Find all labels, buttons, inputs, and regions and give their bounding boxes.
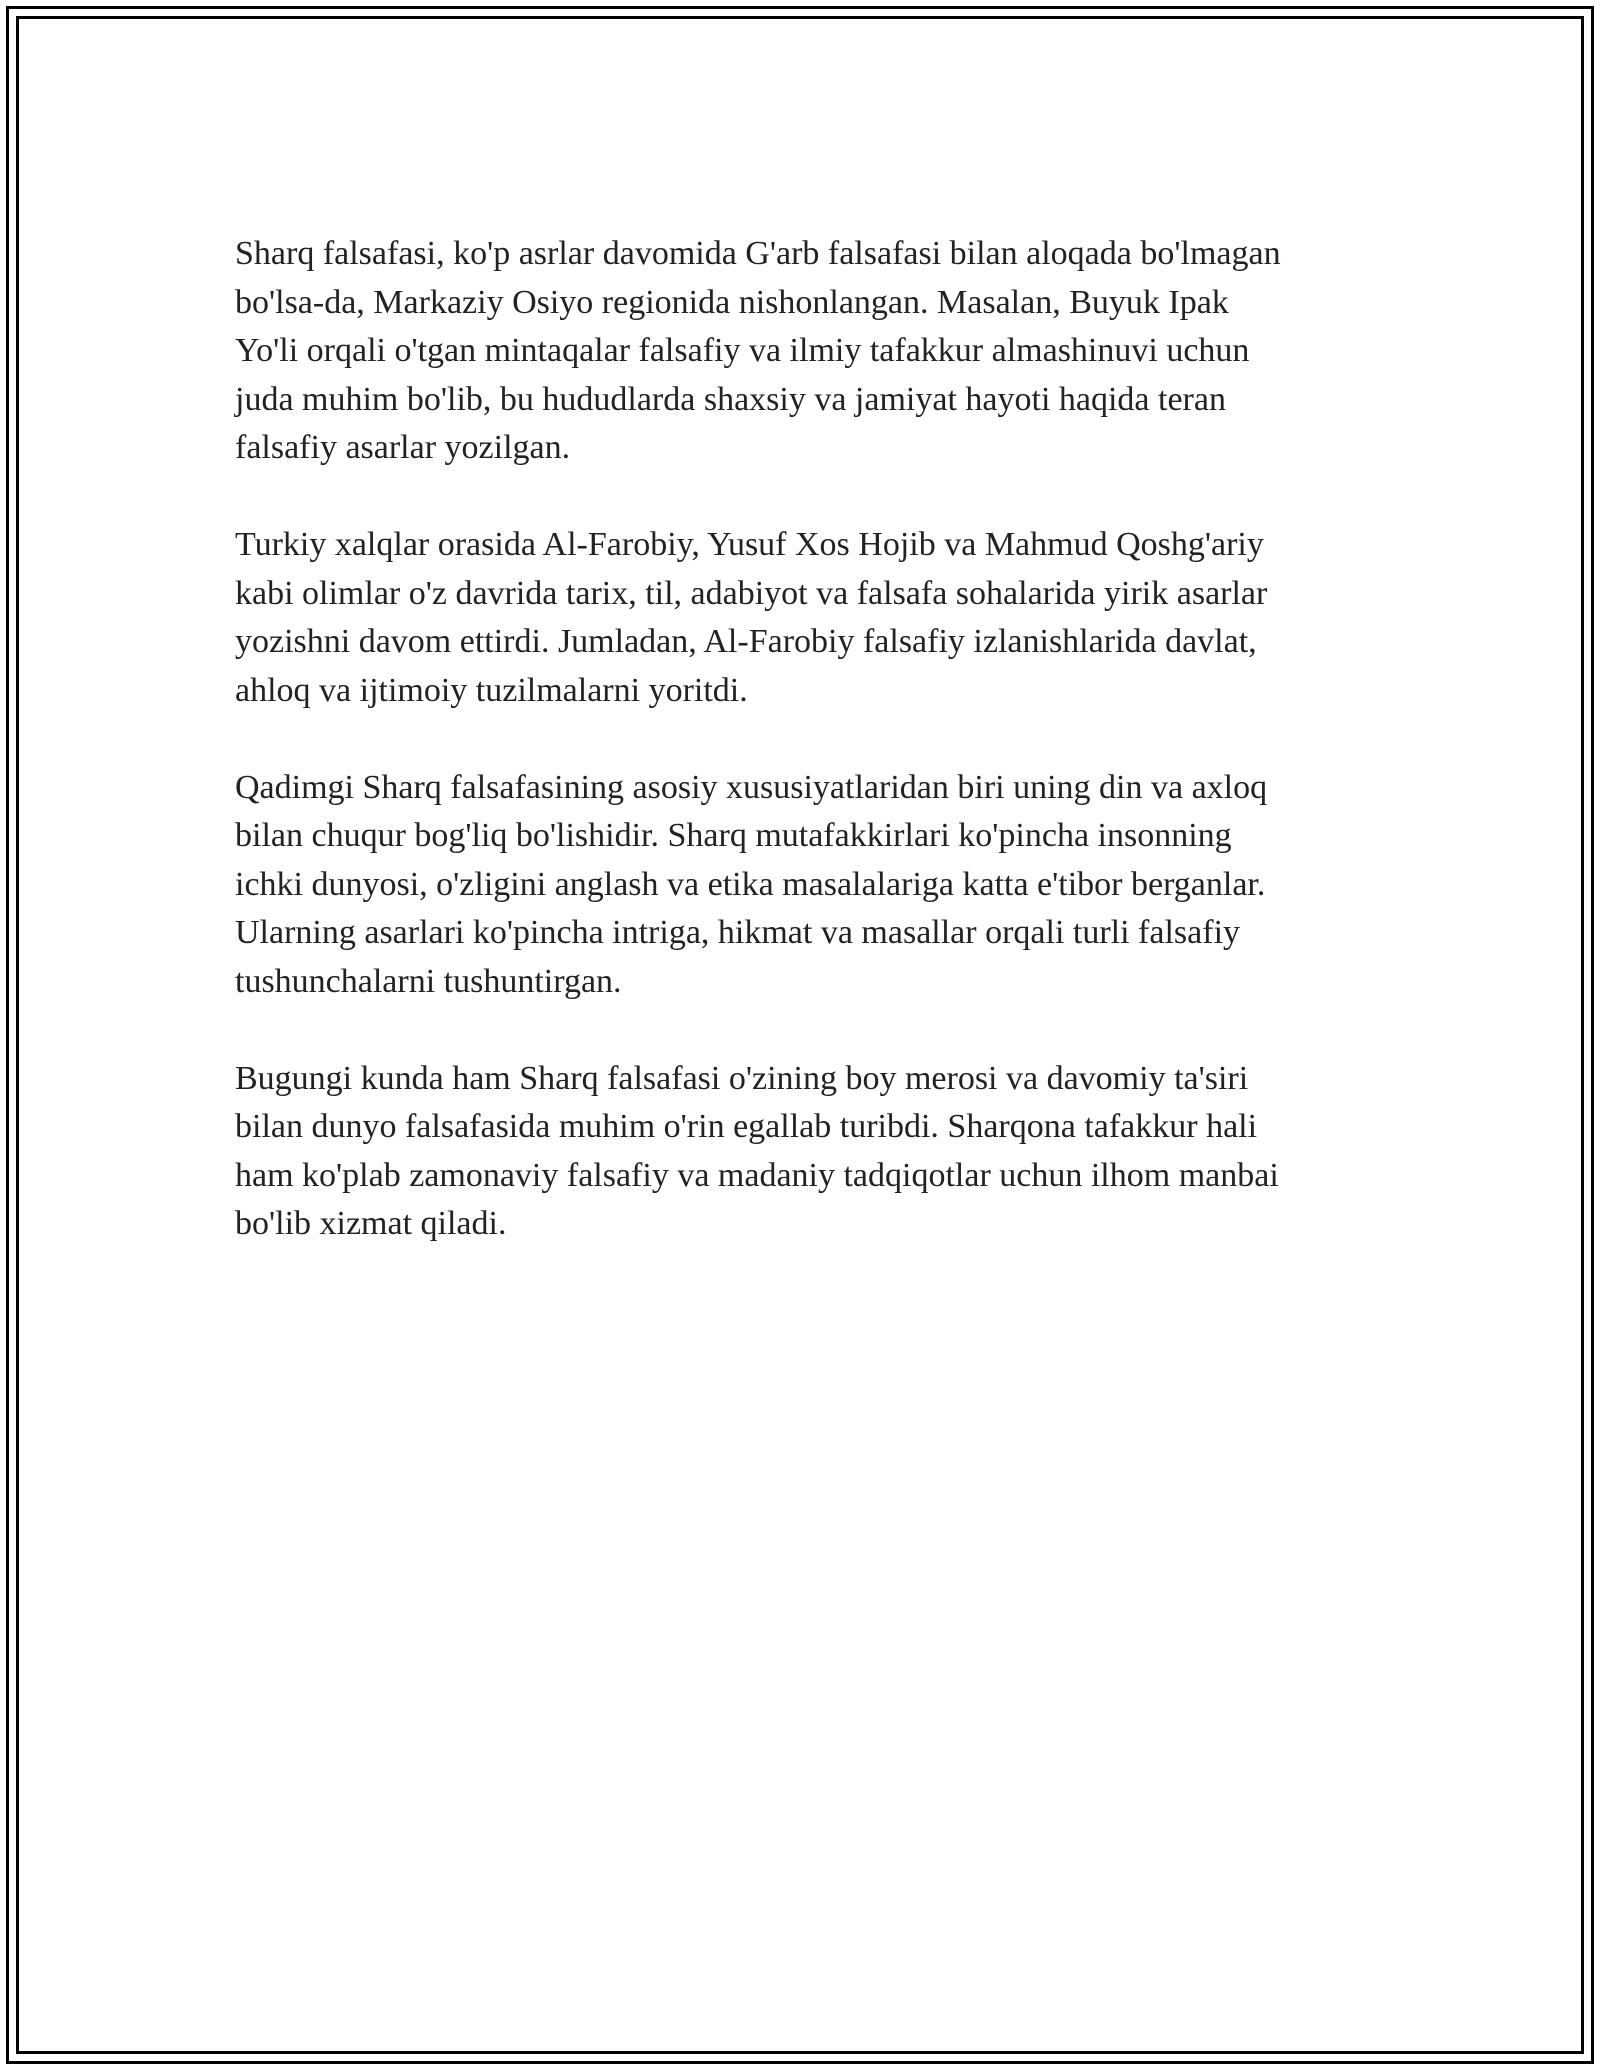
paragraph-line: Turkiy xalqlar orasida Al-Farobiy, Yusuf Xos Hojib va Mahmud Qoshg'ariy	[235, 526, 1264, 563]
paragraph-line: juda muhim bo'lib, bu hududlarda shaxsiy va jamiyat hayoti haqida teran	[235, 380, 1226, 418]
paragraph-line: tushunchalarni tushuntirgan.	[235, 962, 622, 1000]
paragraph-1	[235, 230, 1375, 473]
paragraph-line: Yo'li orqali o'tgan mintaqalar falsafiy va ilmiy tafakkur almashinuvi uchun	[235, 332, 1250, 369]
document-body	[235, 230, 1375, 1297]
paragraph-line: Sharq falsafasi, ko'p asrlar davomida G'arb falsafasi bilan aloqada bo'lmagan	[235, 235, 1281, 272]
paragraph-line: bilan dunyo falsafasida muhim o'rin egallab turibdi. Sharqona tafakkur hali	[235, 1108, 1258, 1145]
paragraph-line: ahloq va ijtimoiy tuzilmalarni yoritdi.	[235, 671, 748, 709]
paragraph-line: bo'lsa-da, Markaziy Osiyo regionida nishonlangan. Masalan, Buyuk Ipak	[235, 283, 1229, 321]
paragraph-line: bilan chuqur bog'liq bo'lishidir. Sharq mutafakkirlari ko'pincha insonning	[235, 817, 1232, 854]
paragraph-line: yozishni davom ettirdi. Jumladan, Al-Farobiy falsafiy izlanishlarida davlat,	[235, 623, 1257, 660]
paragraph-line: kabi olimlar o'z davrida tarix, til, adabiyot va falsafa sohalarida yirik asarlar	[235, 574, 1268, 612]
paragraph-line: ham ko'plab zamonaviy falsafiy va madaniy tadqiqotlar uchun ilhom manbai	[235, 1156, 1279, 1194]
paragraph-line: ichki dunyosi, o'zligini anglash va etika masalalariga katta e'tibor berganlar.	[235, 865, 1266, 903]
paragraph-4	[235, 1055, 1375, 1249]
paragraph-3	[235, 764, 1375, 1007]
paragraph-line: Qadimgi Sharq falsafasining asosiy xususiyatlaridan biri uning din va axloq	[235, 768, 1268, 806]
paragraph-line: falsafiy asarlar yozilgan.	[235, 429, 571, 466]
paragraph-line: Bugungi kunda ham Sharq falsafasi o'zining boy merosi va davomiy ta'siri	[235, 1059, 1249, 1097]
paragraph-2	[235, 521, 1375, 715]
paragraph-line: Ularning asarlari ko'pincha intriga, hikmat va masallar orqali turli falsafiy	[235, 914, 1241, 951]
paragraph-line: bo'lib xizmat qiladi.	[235, 1205, 507, 1242]
